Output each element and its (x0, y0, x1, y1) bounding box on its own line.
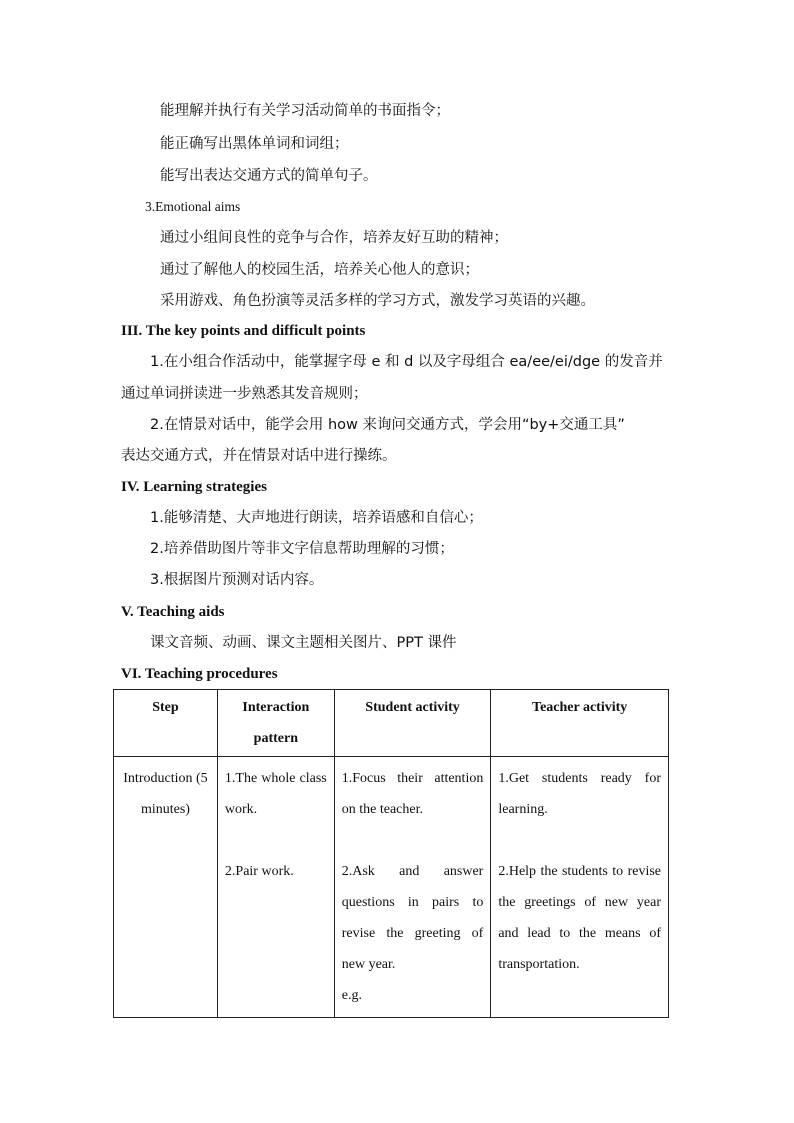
col-header-student: Student activity (334, 690, 491, 757)
skills-line-2: 能正确写出黑体单词和词组； (160, 136, 349, 152)
student-item-eg: e.g. (341, 988, 362, 1003)
teacher-item-2: 2.Help the students to revise the greetings of new year and lead to the means of transportation. (498, 864, 661, 972)
aids-text: 课文音频、动画、课文主题相关图片、PPT 课件 (150, 635, 457, 651)
skills-line-1: 能理解并执行有关学习活动简单的书面指令； (160, 103, 450, 119)
col-header-step: Step (114, 690, 218, 757)
emotional-line-1: 通过小组间良性的竞争与合作，培养友好互助的精神； (160, 230, 508, 246)
emotional-line-3: 采用游戏、角色扮演等灵活多样的学习方式，激发学习英语的兴趣。 (160, 293, 595, 309)
key-points-heading: III. The key points and difficult points (121, 323, 366, 339)
table-row (114, 757, 669, 1018)
aids-heading: V. Teaching aids (121, 604, 225, 620)
key-point-2-line-2: 表达交通方式，并在情景对话中进行操练。 (121, 448, 397, 464)
step-cell: Introduction (5 minutes) (114, 757, 218, 1018)
table-header-row (114, 690, 669, 757)
student-item-1: 1.Focus their attention on the teacher. (341, 771, 484, 817)
teacher-cell (491, 757, 669, 1018)
interaction-cell (217, 757, 334, 1018)
procedures-table (113, 689, 669, 1018)
key-point-2-line-1: 2.在情景对话中，能学会用 how 来询问交通方式，学会用“by+交通工具” (150, 417, 625, 433)
student-item-2: 2.Ask and answer questions in pairs to revise the greeting of new year. (341, 864, 484, 972)
strategy-line-1: 1.能够清楚、大声地进行朗读，培养语感和自信心； (150, 510, 483, 526)
student-cell (334, 757, 491, 1018)
interaction-item-2: 2.Pair work. (224, 864, 294, 879)
emotional-aims-heading: 3.Emotional aims (145, 199, 241, 214)
col-header-teacher: Teacher activity (491, 690, 669, 757)
procedures-heading: VI. Teaching procedures (121, 666, 278, 682)
strategy-line-3: 3.根据图片预测对话内容。 (150, 572, 324, 588)
interaction-item-1: 1.The whole class work. (224, 771, 327, 817)
teacher-item-1: 1.Get students ready for learning. (498, 771, 661, 817)
strategy-line-2: 2.培养借助图片等非文字信息帮助理解的习惯； (150, 541, 454, 557)
key-point-1-line-2: 通过单词拼读进一步熟悉其发音规则； (121, 386, 368, 402)
emotional-line-2: 通过了解他人的校园生活，培养关心他人的意识； (160, 262, 479, 278)
col-header-interaction: Interaction pattern (217, 690, 334, 757)
strategies-heading: IV. Learning strategies (121, 479, 267, 495)
skills-line-3: 能写出表达交通方式的简单句子。 (160, 168, 378, 184)
key-point-1-line-1: 1.在小组合作活动中，能掌握字母 e 和 d 以及字母组合 ea/ee/ei/dge 的发音并 (150, 354, 663, 370)
